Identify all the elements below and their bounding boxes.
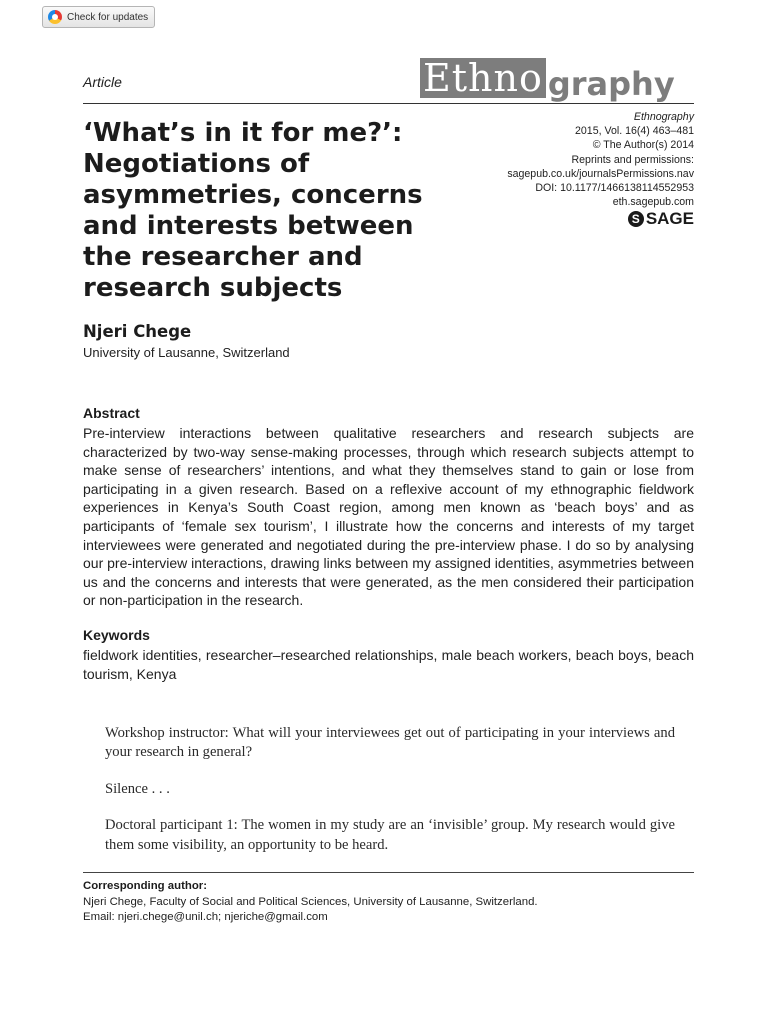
check-for-updates-button[interactable]	[42, 6, 155, 28]
author-affiliation: University of Lausanne, Switzerland	[83, 345, 290, 360]
abstract-heading: Abstract	[83, 405, 140, 421]
journal-logo-rest: graphy	[547, 65, 675, 103]
check-for-updates-label: Check for updates	[67, 11, 149, 23]
journal-logo	[420, 52, 675, 103]
dialogue-line: Workshop instructor: What will your interviewees get out of participating in your interviews and your research in general?	[105, 725, 675, 761]
journal-name: Ethnography	[633, 111, 694, 123]
abstract-text: Pre-interview interactions between qualitative researchers and research subjects are characterized by two-way sense-making processes, through which research subjects attempt to make sense of researchers’ intentions, and what they themselves stand to gain or lose from participating in a given research. Based on a reflexive account of my ethnographic fieldwork experiences in Kenya’s South Coast region, among men known as ‘beach boys’ and as participants of ‘female sex tourism’, I illustrate how the concerns and interests of my target interviewees were generated and negotiated during the pre-interview phase. I do so by analysing our pre-interview interactions, drawing links between my assigned identities, asymmetries between us and the concerns and interests that were generated, as the men considered their participation or non-participation in the research.	[83, 425, 694, 609]
keywords-text: fieldwork identities, researcher–researched relationships, male beach workers, beach boys, beach tourism, Kenya	[83, 647, 694, 682]
article-title: ‘What’s in it for me?’: Negotiations of asymmetries, concerns and interests between the researcher and research subjects	[83, 118, 423, 303]
corresponding-author-details	[83, 895, 538, 926]
corresponding-author-address: Njeri Chege, Faculty of Social and Political Sciences, University of Lausanne, Switzerland.	[83, 896, 538, 908]
keywords-heading: Keywords	[83, 627, 150, 643]
corresponding-author-heading: Corresponding author:	[83, 880, 208, 892]
header-divider	[83, 103, 694, 104]
reprints-link[interactable]: sagepub.co.uk/journalsPermissions.nav	[507, 167, 694, 180]
volume-info: 2015, Vol. 16(4) 463–481	[575, 125, 694, 138]
reprints-label: Reprints and permissions:	[571, 153, 694, 166]
sage-mark-icon: S	[628, 211, 644, 227]
dialogue-line: Silence . . .	[105, 780, 170, 797]
epigraph-dialogue	[105, 724, 675, 872]
article-type: Article	[83, 74, 122, 90]
copyright-line: © The Author(s) 2014	[592, 139, 694, 152]
dialogue-line: Doctoral participant 1: The women in my study are an ‘invisible’ group. My research would give them some visibility, an opportunity to be heard.	[105, 817, 675, 853]
journal-site-link[interactable]: eth.sagepub.com	[612, 196, 694, 209]
corresponding-author-email[interactable]: Email: njeri.chege@unil.ch; njeriche@gmail.com	[83, 911, 328, 924]
doi-line[interactable]: DOI: 10.1177/1466138114552953	[535, 182, 694, 195]
publisher-logo	[628, 209, 694, 229]
footnote-divider	[83, 872, 694, 873]
publication-info	[507, 110, 694, 209]
publisher-name: SAGE	[645, 209, 694, 228]
journal-logo-boxed: Ethno	[420, 58, 546, 98]
author-name: Njeri Chege	[83, 322, 192, 341]
crossmark-icon	[48, 10, 62, 24]
